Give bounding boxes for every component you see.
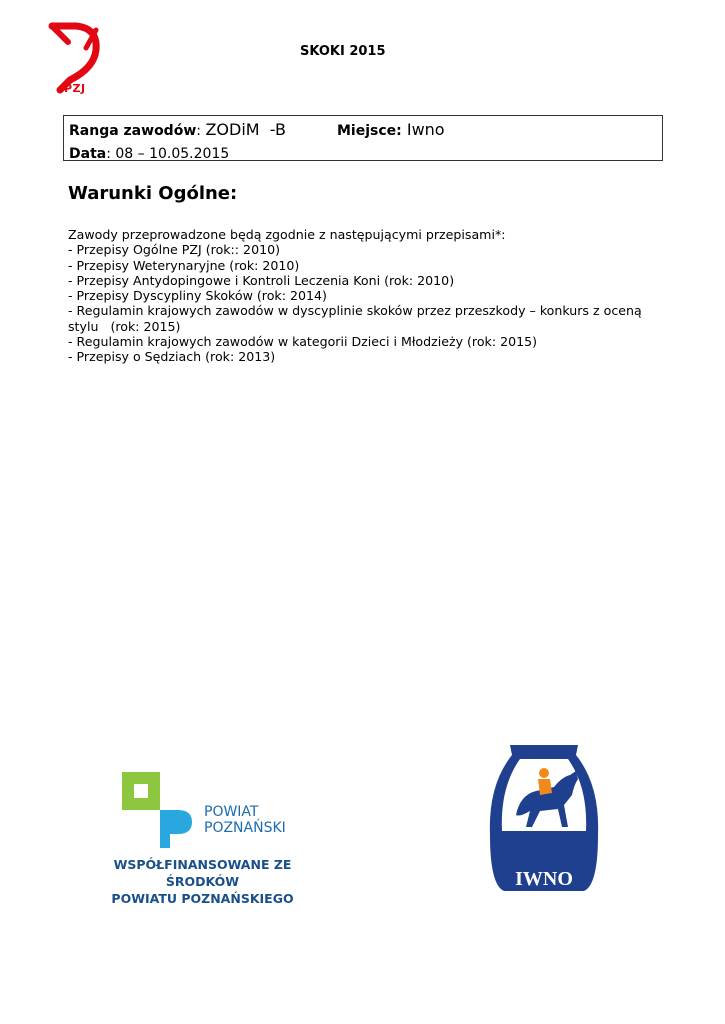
powiat-line2: POZNAŃSKI (204, 820, 286, 836)
section-heading: Warunki Ogólne: (68, 183, 238, 204)
powiat-line1: POWIAT (204, 804, 259, 820)
club-logo-iwno: IWNO (515, 868, 573, 890)
powiat-name (204, 804, 286, 836)
ranga-label: Ranga zawodów (69, 123, 197, 139)
miejsce-row (337, 120, 445, 139)
ranga-row: Ranga zawodów: ZODiM -B (69, 120, 286, 139)
lkj-abaria-logo (480, 735, 608, 895)
regulations-list (68, 227, 668, 365)
cofinancing-line2: POWIATU POZNAŃSKIEGO (111, 891, 294, 906)
powiat-poznanski-logo-icon (120, 770, 200, 850)
data-label: Data (69, 146, 107, 162)
data-value: 08 – 10.05.2015 (115, 146, 230, 162)
list-item: - Przepisy Antydopingowe i Kontroli Leczenia Koni (rok: 2010) (68, 272, 455, 288)
list-item: - Przepisy Ogólne PZJ (rok:: 2010) (68, 242, 281, 258)
regulations-intro: Zawody przeprowadzone będą zgodnie z następującymi przepisami*: (68, 227, 506, 242)
data-row: Data: 08 – 10.05.2015 (69, 146, 230, 162)
list-item: - Regulamin krajowych zawodów w kategorii Dzieci i Młodzieży (rok: 2015) (68, 334, 538, 350)
club-logo-abaria: „ABARIA” (508, 851, 580, 867)
club-logo-lkj: LKJ (542, 829, 578, 849)
ranga-value: ZODiM -B (205, 120, 286, 139)
cofinancing-note (80, 856, 325, 907)
list-item: - Przepisy Dyscypliny Skoków (rok: 2014) (68, 288, 327, 304)
list-item: - Przepisy Weterynaryjne (rok: 2010) (68, 257, 300, 273)
document-title: SKOKI 2015 (300, 44, 386, 59)
pzj-logo-text: PZJ (64, 82, 86, 95)
list-item: stylu (rok: 2015) (68, 318, 181, 334)
list-item: - Przepisy o Sędziach (rok: 2013) (68, 349, 276, 365)
competition-info-box (63, 115, 663, 161)
cofinancing-line1: WSPÓŁFINANSOWANE ZE ŚRODKÓW (113, 857, 292, 889)
miejsce-value: Iwno (406, 120, 445, 139)
list-item: - Regulamin krajowych zawodów w dyscyplinie skoków przez przeszkody – konkurs z oceną (68, 303, 642, 319)
miejsce-label: Miejsce: (337, 123, 402, 139)
